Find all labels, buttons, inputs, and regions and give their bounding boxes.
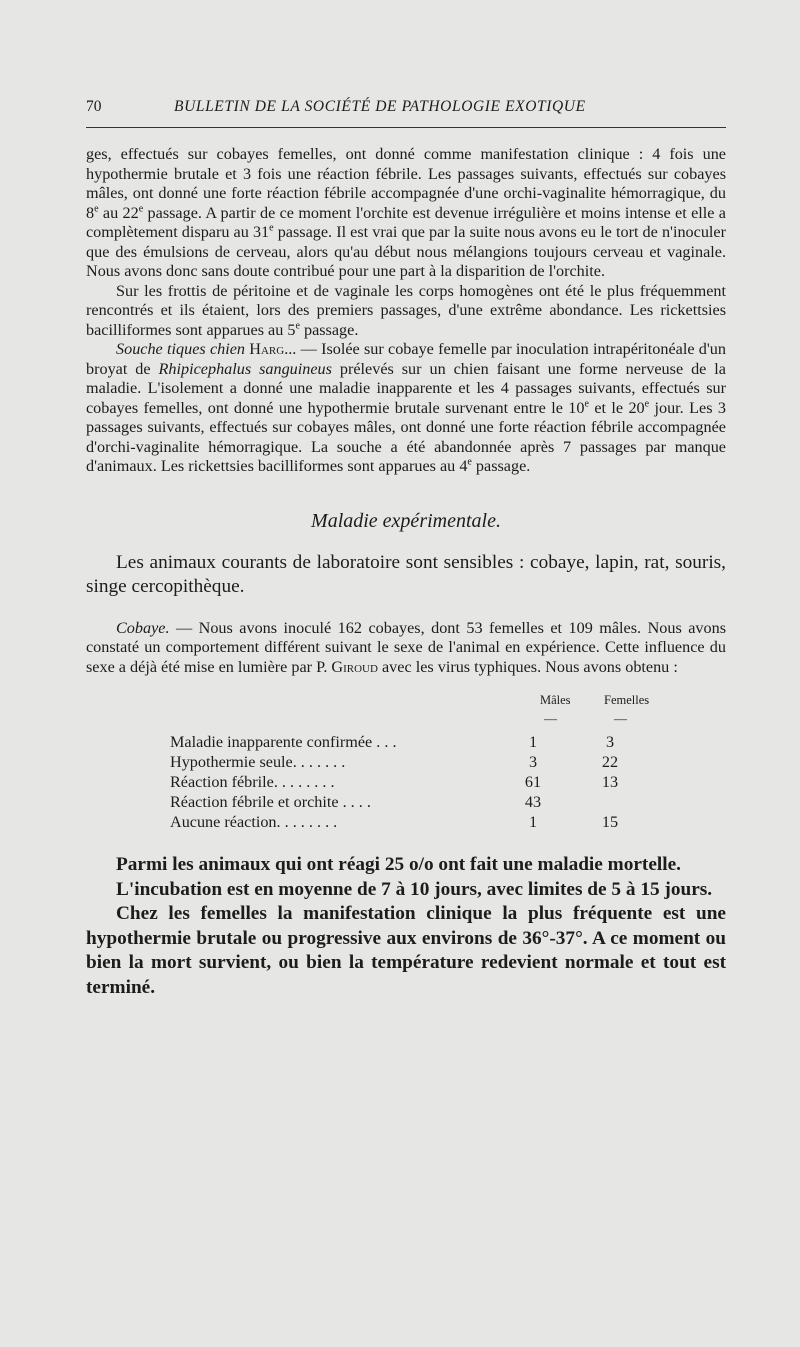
row-label: Aucune réaction. . . . . . . . (170, 813, 338, 831)
females-value: 22 (601, 753, 619, 771)
row-label: Maladie inapparente confirmée . . . (170, 733, 397, 751)
paragraph-frottis: Sur les frottis de péritoine et de vaginale les corps homogènes ont été le plus fréquemment rencontrés et ils étaient, lors des premiers passages, d'une extrême abondance. Les rickettsies bacilliformes sont apparues au 5e passage. (86, 281, 726, 339)
males-value: 3 (528, 753, 538, 771)
header-rule (86, 127, 726, 128)
table-row (170, 793, 690, 813)
results-table (86, 691, 726, 841)
males-value: 61 (524, 773, 542, 791)
paragraph-incubation: L'incubation est en moyenne de 7 à 10 jours, avec limites de 5 à 15 jours. (116, 878, 713, 900)
page-header (86, 98, 726, 124)
table-row (170, 753, 690, 773)
column-header-males: Mâles (540, 693, 571, 707)
paragraph-passages: ges, effectués sur cobayes femelles, ont donné comme manifestation clinique : 4 fois une hypothermie brutale et 3 fois une réaction fébrile. Les passages suivants, effectués sur cobayes mâles, ont donné une forte réaction fébrile accompagnée d'une orchi-vaginalite hémorragique, du 8e au 22e passage. A partir de ce moment l'orchite est devenue irrégulière et moins intense et elle a complètement disparu au 31e passage. Il est vrai que par la suite nous avons eu le tort de n'inoculer que des émulsions de cerveau, alors qu'au début nous mélangions toujours cerveau et vaginale. Nous avons donc sans doute contribué pour une part à la disparition de l'orchite. (86, 145, 726, 280)
paragraph-cobaye: Cobaye. — Nous avons inoculé 162 cobayes, dont 53 femelles et 109 mâles. Nous avons constaté un comportement différent suivant le sexe de l'animal en expérience. Cette influence du sexe a déjà été mise en lumière par P. Giroud avec les virus typhiques. Nous avons obtenu : (86, 618, 726, 676)
column-rule-females: — (614, 711, 627, 726)
females-value: 3 (605, 733, 615, 751)
males-value: 1 (528, 733, 538, 751)
page-number: 70 (86, 98, 102, 115)
paragraph-mortalite: Parmi les animaux qui ont réagi 25 o/o ont fait une maladie mortelle. (116, 854, 682, 875)
females-value: 13 (601, 773, 619, 791)
paragraph-souche-tiques: Souche tiques chien Harg... — Isolée sur cobaye femelle par inoculation intrapéritonéale d'un broyat de Rhipicephalus sanguineus prélevés sur un chien faisant une forme nerveuse de la maladie. L'isolement a donné une maladie inapparente et les 4 passages suivants, effectués sur cobayes femelles, ont donné une hypothermie brutale survenant entre le 10e et le 20e jour. Les 3 passages suivants, effectués sur cobayes mâles, ont donné une forte réaction fébrile accompagnée d'orchi-vaginalite hémorragique. La souche a été abandonnée après 7 passages par manque d'animaux. Les rickettsies bacilliformes sont apparues au 4e passage. (86, 340, 726, 475)
males-value: 43 (524, 793, 542, 811)
section-heading: Maladie expérimentale. (311, 509, 501, 532)
table-row (170, 733, 690, 753)
males-value: 1 (528, 813, 538, 831)
paragraph-femelles: Chez les femelles la manifestation clinique la plus fréquente est une hypothermie brutale ou progressive aux environs de 36°-37°. A ce moment ou bien la mort survient, ou bien la température redevient normale et tout est terminé. (86, 903, 726, 998)
row-label: Réaction fébrile et orchite . . . . (170, 793, 371, 811)
row-label: Hypothermie seule. . . . . . . (170, 753, 346, 771)
running-title: BULLETIN DE LA SOCIÉTÉ DE PATHOLOGIE EXOTIQUE (174, 98, 586, 115)
row-label: Réaction fébrile. . . . . . . . (170, 773, 335, 791)
table-row (170, 813, 690, 833)
column-header-females: Femelles (604, 693, 650, 707)
page-body (86, 145, 726, 1000)
paragraph-animaux: Les animaux courants de laboratoire sont sensibles : cobaye, lapin, rat, souris, singe cercopithèque. (86, 551, 726, 597)
table-row (170, 773, 690, 793)
females-value: 15 (601, 813, 619, 831)
column-rule-males: — (544, 711, 557, 726)
